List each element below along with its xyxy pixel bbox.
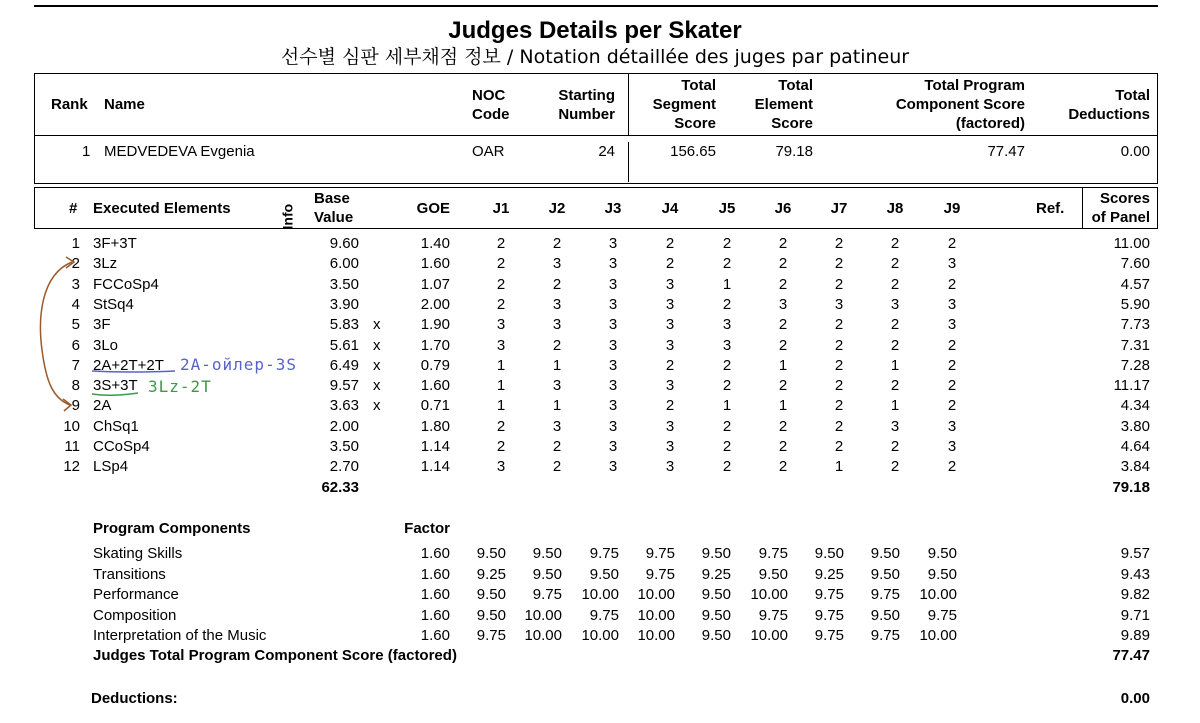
component-judge-score: 9.50 — [701, 586, 731, 603]
component-judge-score: 9.50 — [532, 545, 562, 562]
elements-header-num: # — [69, 200, 78, 217]
element-base-value: 6.49 — [329, 356, 359, 374]
component-judge-score: 9.25 — [476, 565, 506, 583]
element-judge-score: 2 — [496, 275, 506, 293]
element-judge-score: 2 — [947, 458, 957, 476]
element-judge-score: 1 — [552, 356, 562, 374]
elements-score-total: 79.18 — [1112, 479, 1150, 496]
component-judge-score: 9.50 — [532, 565, 562, 583]
component-judge-score: 10.00 — [750, 627, 788, 644]
element-panel-score: 5.90 — [1120, 295, 1150, 313]
element-judge-score: 2 — [947, 336, 957, 354]
element-judge-score: 2 — [778, 255, 788, 273]
component-panel-score: 9.43 — [1120, 565, 1150, 583]
element-goe: 1.14 — [420, 438, 450, 455]
component-judge-score: 9.75 — [870, 586, 900, 603]
element-judge-score: 1 — [496, 397, 506, 415]
element-judge-score: 3 — [947, 438, 957, 455]
element-judge-score: 2 — [890, 336, 900, 354]
component-name: Performance — [93, 586, 179, 603]
element-name: 3Lo — [93, 336, 119, 354]
component-judge-score: 9.75 — [645, 565, 675, 583]
element-judge-score: 3 — [552, 316, 562, 334]
component-judge-score: 10.00 — [919, 586, 957, 603]
skater-pcs: 77.47 — [987, 143, 1025, 160]
element-judge-score: 2 — [722, 458, 732, 476]
judge-header-2: J2 — [548, 200, 566, 217]
element-judge-score: 1 — [496, 377, 506, 395]
element-judge-score: 2 — [834, 275, 844, 293]
element-judge-score: 3 — [608, 235, 618, 252]
element-judge-score: 3 — [665, 336, 675, 354]
element-judge-score: 2 — [890, 377, 900, 395]
page-subtitle: 선수별 심판 세부채점 정보 / Notation détaillée des juges par patineur — [280, 46, 910, 68]
element-judge-score: 2 — [778, 458, 788, 476]
component-judge-score: 9.75 — [532, 586, 562, 603]
summary-header-deductions: Total Deductions — [1068, 87, 1150, 123]
element-judge-score: 2 — [778, 377, 788, 395]
element-judge-score: 3 — [552, 255, 562, 273]
element-judge-score: 1 — [552, 397, 562, 415]
element-judge-score: 3 — [608, 356, 618, 374]
element-judge-score: 2 — [496, 417, 506, 435]
element-judge-score: 2 — [890, 438, 900, 455]
element-num: 12 — [63, 458, 80, 476]
handwritten-note-row8: 3Lz-2T — [148, 377, 212, 396]
element-panel-score: 4.64 — [1120, 438, 1150, 455]
component-factor: 1.60 — [420, 627, 450, 644]
element-judge-score: 2 — [665, 255, 675, 273]
summary-header-starting: Starting Number — [558, 87, 615, 123]
element-judge-score: 2 — [778, 336, 788, 354]
component-judge-score: 10.00 — [637, 586, 675, 603]
element-bonus-x: x — [373, 316, 381, 334]
element-judge-score: 2 — [722, 356, 732, 374]
element-judge-score: 2 — [947, 275, 957, 293]
element-base-value: 9.60 — [329, 235, 359, 252]
components-header-factor: Factor — [404, 520, 450, 537]
element-judge-score: 1 — [496, 356, 506, 374]
element-judge-score: 3 — [722, 336, 732, 354]
element-panel-score: 7.60 — [1120, 255, 1150, 273]
deductions-score: 0.00 — [1120, 690, 1150, 707]
element-judge-score: 2 — [834, 235, 844, 252]
element-judge-score: 3 — [552, 417, 562, 435]
element-base-value: 5.83 — [329, 316, 359, 334]
component-judge-score: 9.75 — [758, 545, 788, 562]
summary-header-rank: Rank — [51, 96, 88, 113]
element-judge-score: 3 — [947, 295, 957, 313]
element-panel-score: 7.73 — [1120, 316, 1150, 334]
element-panel-score: 4.34 — [1120, 397, 1150, 415]
judge-header-8: J8 — [886, 200, 904, 217]
component-judge-score: 9.50 — [701, 606, 731, 624]
component-judge-score: 9.50 — [814, 545, 844, 562]
element-judge-score: 3 — [608, 275, 618, 293]
element-judge-score: 3 — [608, 417, 618, 435]
element-judge-score: 3 — [947, 255, 957, 273]
element-name: FCCoSp4 — [93, 275, 159, 293]
component-judge-score: 9.50 — [870, 545, 900, 562]
element-judge-score: 3 — [947, 316, 957, 334]
component-judge-score: 9.50 — [870, 565, 900, 583]
element-judge-score: 1 — [778, 356, 788, 374]
component-judge-score: 9.75 — [927, 606, 957, 624]
element-goe: 1.60 — [420, 255, 450, 273]
element-judge-score: 3 — [722, 316, 732, 334]
handwritten-marks — [0, 0, 400, 420]
element-base-value: 3.63 — [329, 397, 359, 415]
summary-header-noc: NOC Code — [472, 87, 510, 123]
component-judge-score: 9.50 — [701, 545, 731, 562]
judge-header-6: J6 — [774, 200, 792, 217]
judge-header-4: J4 — [661, 200, 679, 217]
element-base-value: 3.50 — [329, 275, 359, 293]
component-panel-score: 9.89 — [1120, 627, 1150, 644]
component-name: Transitions — [93, 565, 166, 583]
element-judge-score: 2 — [834, 336, 844, 354]
element-judge-score: 3 — [608, 295, 618, 313]
element-judge-score: 3 — [665, 377, 675, 395]
element-judge-score: 2 — [778, 438, 788, 455]
judge-header-3: J3 — [604, 200, 622, 217]
underline-green — [92, 393, 138, 395]
component-judge-score: 10.00 — [750, 586, 788, 603]
summary-header-tes: Total Element Score — [754, 77, 813, 132]
element-goe: 0.79 — [420, 356, 450, 374]
judge-header-1: J1 — [492, 200, 510, 217]
element-judge-score: 2 — [947, 377, 957, 395]
element-judge-score: 2 — [496, 235, 506, 252]
element-judge-score: 3 — [665, 275, 675, 293]
element-judge-score: 3 — [665, 295, 675, 313]
element-num: 11 — [64, 438, 80, 455]
element-goe: 1.80 — [420, 417, 450, 435]
element-num: 8 — [71, 377, 80, 395]
component-name: Composition — [93, 606, 177, 624]
element-goe: 1.90 — [420, 316, 450, 334]
component-panel-score: 9.71 — [1120, 606, 1150, 624]
element-goe: 1.60 — [420, 377, 450, 395]
element-judge-score: 3 — [608, 397, 618, 415]
component-judge-score: 10.00 — [581, 586, 619, 603]
component-judge-score: 10.00 — [524, 627, 562, 644]
elements-header-ref: Ref. — [1036, 200, 1065, 217]
element-panel-score: 3.84 — [1120, 458, 1150, 476]
element-base-value: 6.00 — [329, 255, 359, 273]
element-num: 2 — [71, 255, 80, 273]
component-judge-score: 9.25 — [814, 565, 844, 583]
element-judge-score: 3 — [665, 458, 675, 476]
elements-header-scores: Scores of Panel — [1091, 190, 1150, 226]
element-judge-score: 2 — [890, 235, 900, 252]
element-judge-score: 2 — [947, 235, 957, 252]
element-judge-score: 2 — [665, 397, 675, 415]
components-total-score: 77.47 — [1112, 647, 1150, 664]
skater-starting: 24 — [598, 143, 615, 160]
element-name: StSq4 — [93, 295, 134, 313]
skater-rank: 1 — [82, 143, 91, 160]
element-judge-score: 2 — [552, 458, 562, 476]
component-judge-score: 10.00 — [581, 627, 619, 644]
element-goe: 1.70 — [420, 336, 450, 354]
element-goe: 1.07 — [420, 275, 450, 293]
element-judge-score: 3 — [552, 295, 562, 313]
element-judge-score: 2 — [496, 295, 506, 313]
skater-name: MEDVEDEVA Evgenia — [104, 143, 255, 160]
element-goe: 1.14 — [420, 458, 450, 476]
component-judge-score: 9.75 — [814, 627, 844, 644]
summary-header-pcs: Total Program Component Score (factored) — [895, 77, 1025, 132]
element-name: 2A+2T+2T — [93, 356, 164, 374]
component-judge-score: 9.75 — [814, 606, 844, 624]
component-judge-score: 9.75 — [476, 627, 506, 644]
elements-header-base: Base Value — [314, 190, 354, 226]
summary-divider-upper — [628, 73, 629, 135]
element-judge-score: 2 — [834, 356, 844, 374]
component-judge-score: 9.50 — [701, 627, 731, 644]
swap-arrow — [40, 262, 72, 405]
underline-blue — [92, 371, 175, 372]
component-judge-score: 10.00 — [637, 606, 675, 624]
element-bonus-x: x — [373, 356, 381, 374]
element-judge-score: 2 — [834, 438, 844, 455]
component-factor: 1.60 — [420, 606, 450, 624]
element-judge-score: 2 — [496, 255, 506, 273]
element-name: 3Lz — [93, 255, 118, 273]
element-judge-score: 2 — [722, 235, 732, 252]
element-panel-score: 3.80 — [1120, 417, 1150, 435]
element-base-value: 3.50 — [329, 438, 359, 455]
component-judge-score: 9.75 — [814, 586, 844, 603]
element-judge-score: 2 — [552, 235, 562, 252]
skater-tss: 156.65 — [670, 143, 716, 160]
element-bonus-x: x — [373, 377, 381, 395]
element-judge-score: 2 — [947, 356, 957, 374]
element-judge-score: 2 — [722, 417, 732, 435]
summary-divider-lower — [628, 142, 629, 182]
judge-header-9: J9 — [943, 200, 961, 217]
element-name: 3F+3T — [93, 235, 137, 252]
component-judge-score: 9.50 — [476, 606, 506, 624]
element-judge-score: 2 — [890, 458, 900, 476]
judge-header-5: J5 — [718, 200, 736, 217]
element-judge-score: 3 — [947, 417, 957, 435]
element-judge-score: 2 — [552, 438, 562, 455]
element-judge-score: 2 — [834, 397, 844, 415]
element-base-value: 9.57 — [329, 377, 359, 395]
element-judge-score: 2 — [496, 438, 506, 455]
element-judge-score: 3 — [665, 316, 675, 334]
element-name: LSp4 — [93, 458, 129, 476]
element-num: 1 — [71, 235, 80, 252]
skater-tes: 79.18 — [775, 143, 813, 160]
skater-deductions: 0.00 — [1120, 143, 1150, 160]
elements-header-executed: Executed Elements — [93, 200, 231, 217]
element-num: 7 — [71, 356, 80, 374]
element-base-value: 2.00 — [329, 417, 359, 435]
component-factor: 1.60 — [420, 565, 450, 583]
element-name: CCoSp4 — [93, 438, 150, 455]
element-bonus-x: x — [373, 397, 381, 415]
element-judge-score: 2 — [552, 336, 562, 354]
component-judge-score: 9.50 — [589, 565, 619, 583]
skater-noc: OAR — [472, 143, 505, 160]
element-judge-score: 2 — [722, 438, 732, 455]
element-base-value: 3.90 — [329, 295, 359, 313]
element-judge-score: 2 — [834, 377, 844, 395]
swap-arrowhead-bottom — [63, 399, 71, 411]
element-judge-score: 1 — [890, 397, 900, 415]
element-bonus-x: x — [373, 336, 381, 354]
component-judge-score: 9.75 — [645, 545, 675, 562]
element-goe: 1.40 — [420, 235, 450, 252]
elements-header-info: Info — [279, 203, 296, 230]
element-judge-score: 2 — [890, 316, 900, 334]
element-judge-score: 2 — [778, 316, 788, 334]
deductions-label: Deductions: — [91, 690, 178, 707]
component-judge-score: 10.00 — [524, 606, 562, 624]
element-judge-score: 1 — [890, 356, 900, 374]
component-name: Interpretation of the Music — [93, 627, 267, 644]
element-judge-score: 2 — [722, 295, 732, 313]
element-judge-score: 3 — [608, 458, 618, 476]
judge-header-7: J7 — [830, 200, 848, 217]
element-judge-score: 3 — [608, 377, 618, 395]
element-judge-score: 2 — [778, 417, 788, 435]
component-factor: 1.60 — [420, 545, 450, 562]
element-goe: 0.71 — [420, 397, 450, 415]
element-judge-score: 2 — [722, 255, 732, 273]
element-judge-score: 3 — [665, 438, 675, 455]
element-base-value: 2.70 — [329, 458, 359, 476]
element-judge-score: 2 — [834, 417, 844, 435]
component-factor: 1.60 — [420, 586, 450, 603]
component-judge-score: 9.75 — [870, 627, 900, 644]
component-judge-score: 9.50 — [927, 565, 957, 583]
element-judge-score: 2 — [890, 275, 900, 293]
element-judge-score: 2 — [665, 356, 675, 374]
element-panel-score: 11.00 — [1113, 235, 1150, 252]
element-judge-score: 3 — [608, 316, 618, 334]
element-num: 4 — [71, 295, 80, 313]
element-judge-score: 2 — [722, 377, 732, 395]
element-judge-score: 2 — [834, 255, 844, 273]
components-total-label: Judges Total Program Component Score (factored) — [93, 647, 457, 664]
element-judge-score: 3 — [834, 295, 844, 313]
components-header-label: Program Components — [93, 520, 251, 537]
component-judge-score: 10.00 — [637, 627, 675, 644]
component-judge-score: 9.50 — [476, 545, 506, 562]
element-panel-score: 7.28 — [1120, 356, 1150, 374]
component-judge-score: 9.50 — [476, 586, 506, 603]
element-judge-score: 2 — [834, 316, 844, 334]
element-judge-score: 3 — [608, 255, 618, 273]
component-panel-score: 9.57 — [1120, 545, 1150, 562]
handwritten-note-row7: 2A-ойлер-3S — [180, 355, 297, 374]
element-judge-score: 2 — [890, 255, 900, 273]
element-num: 6 — [71, 336, 80, 354]
component-judge-score: 9.75 — [758, 606, 788, 624]
element-judge-score: 3 — [665, 417, 675, 435]
element-judge-score: 3 — [496, 316, 506, 334]
elements-header-goe: GOE — [416, 200, 450, 217]
component-judge-score: 9.25 — [701, 565, 731, 583]
element-num: 3 — [71, 275, 80, 293]
element-panel-score: 4.57 — [1120, 275, 1150, 293]
element-judge-score: 3 — [890, 295, 900, 313]
element-judge-score: 3 — [778, 295, 788, 313]
element-judge-score: 3 — [552, 377, 562, 395]
component-judge-score: 9.75 — [589, 545, 619, 562]
component-judge-score: 9.50 — [927, 545, 957, 562]
summary-header-tss: Total Segment Score — [652, 77, 716, 132]
element-judge-score: 3 — [608, 336, 618, 354]
element-judge-score: 2 — [947, 397, 957, 415]
element-judge-score: 1 — [722, 397, 732, 415]
element-judge-score: 2 — [552, 275, 562, 293]
element-judge-score: 2 — [665, 235, 675, 252]
base-value-total: 62.33 — [321, 479, 359, 496]
element-name: 3S+3T — [93, 377, 138, 395]
element-num: 5 — [71, 316, 80, 334]
element-judge-score: 1 — [778, 397, 788, 415]
element-judge-score: 3 — [608, 438, 618, 455]
element-judge-score: 3 — [890, 417, 900, 435]
component-judge-score: 9.50 — [758, 565, 788, 583]
component-name: Skating Skills — [93, 545, 183, 562]
summary-header-name: Name — [104, 96, 145, 113]
element-name: ChSq1 — [93, 417, 139, 435]
element-base-value: 5.61 — [329, 336, 359, 354]
component-judge-score: 10.00 — [919, 627, 957, 644]
element-panel-score: 7.31 — [1120, 336, 1150, 354]
component-judge-score: 9.50 — [870, 606, 900, 624]
element-goe: 2.00 — [420, 295, 450, 313]
element-name: 3F — [93, 316, 111, 334]
element-judge-score: 1 — [834, 458, 844, 476]
element-judge-score: 3 — [496, 336, 506, 354]
component-judge-score: 9.75 — [589, 606, 619, 624]
element-panel-score: 11.17 — [1113, 377, 1150, 395]
element-judge-score: 3 — [496, 458, 506, 476]
element-judge-score: 1 — [722, 275, 732, 293]
page-title: Judges Details per Skater — [448, 17, 742, 44]
element-name: 2A — [93, 397, 112, 415]
component-panel-score: 9.82 — [1120, 586, 1150, 603]
element-num: 10 — [63, 417, 80, 435]
element-num: 9 — [71, 397, 80, 415]
element-judge-score: 2 — [778, 275, 788, 293]
element-judge-score: 2 — [778, 235, 788, 252]
